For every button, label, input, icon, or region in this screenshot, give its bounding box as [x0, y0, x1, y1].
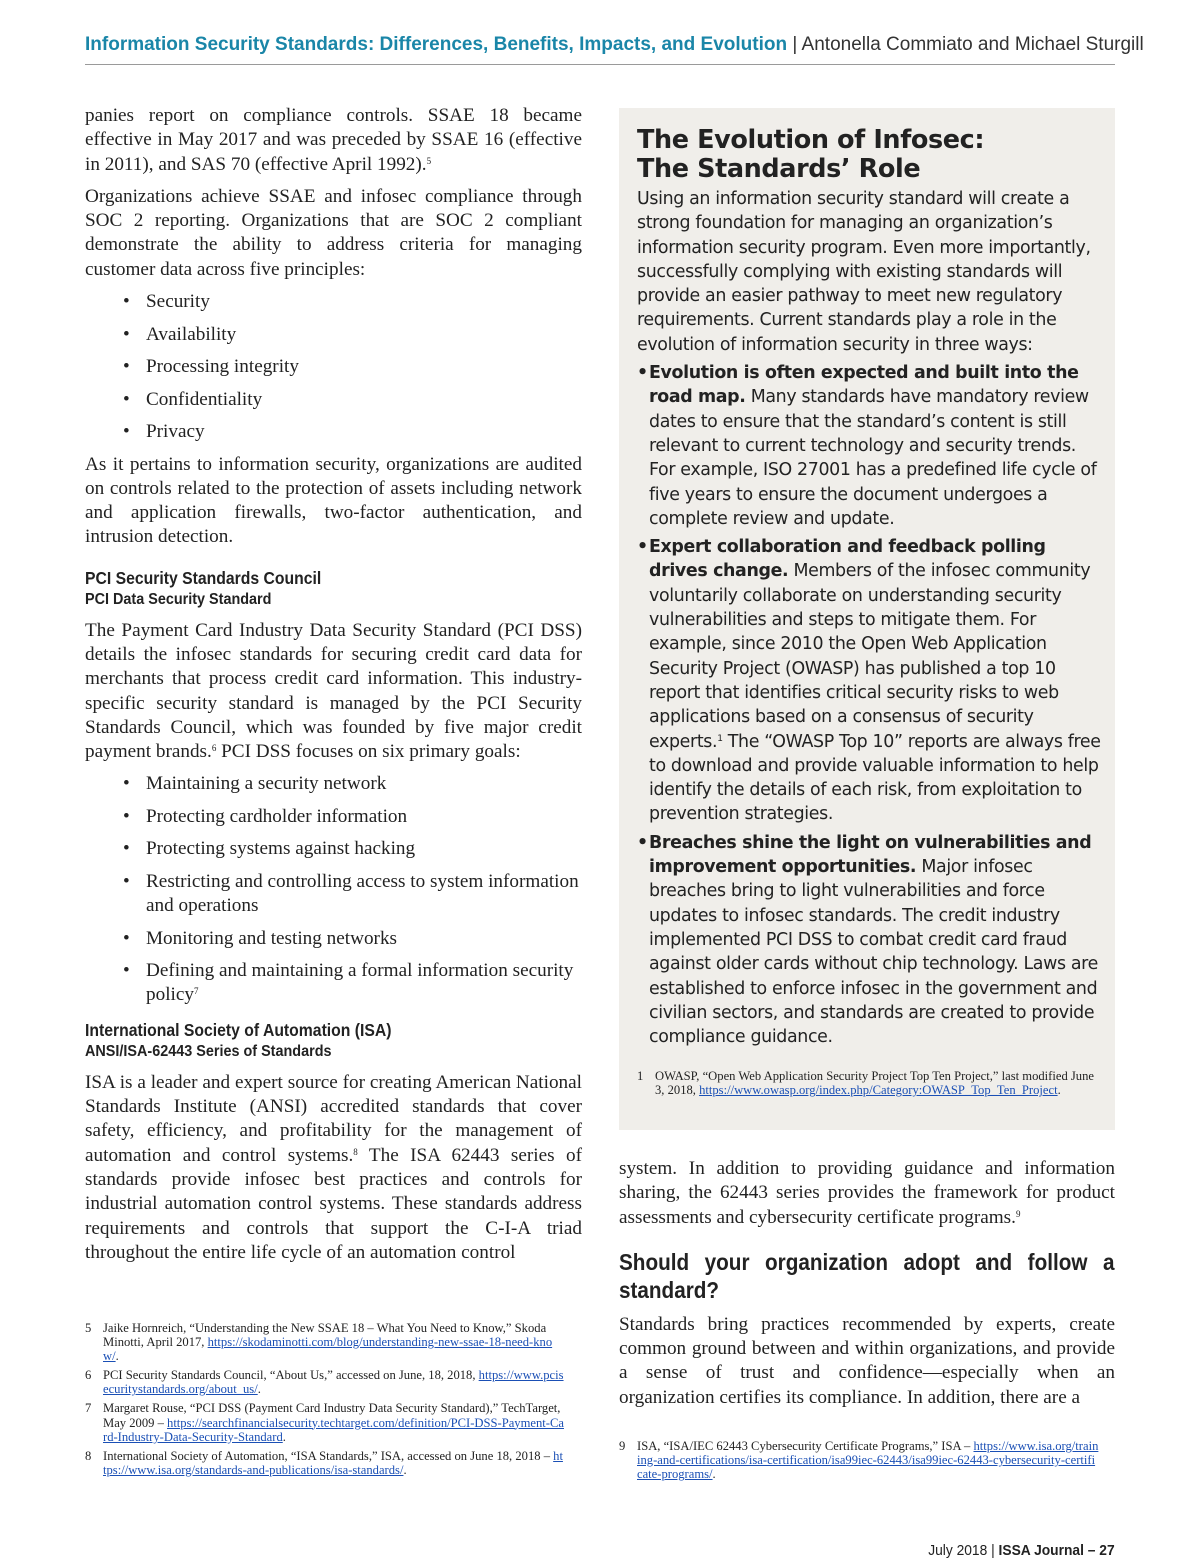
list-item: • Protecting cardholder information — [123, 805, 582, 829]
list-item: • Availability — [123, 323, 582, 347]
left-column — [85, 104, 582, 1273]
paragraph: As it pertains to information security, organizations are audited on controls related to the protection of assets including network and application firewalls, two-factor authentication, and intrusion detection. — [85, 453, 582, 548]
footnote: 9 ISA, “ISA/IEC 62443 Cybersecurity Certificate Programs,” ISA – https://www.isa.org/training-and-certifications/isa-certification/isa99iec-62443/isa99iec-62443-cybersecurity-certificate-programs/. — [619, 1439, 1099, 1482]
header-title: Information Security Standards: Differences, Benefits, Impacts, and Evolution — [85, 34, 788, 55]
paragraph: ISA is a leader and expert source for creating American National Standards Institute (ANSI) accredited standards that cover safety, efficiency, and profitability for the management of automation and control systems.$^8$ The ISA 62443 series of standards provide infosec best practices and controls for industrial automation control systems. These standards address requirements and controls that support the C-I-A triad throughout the entire life cycle of an automation control — [85, 1071, 582, 1263]
footnote-ref: 6 — [211, 743, 217, 754]
right-column — [619, 1157, 1115, 1410]
list-item: • Monitoring and testing networks — [123, 927, 582, 951]
principles-list — [85, 290, 582, 444]
footnote-ref: 5 — [426, 155, 432, 166]
running-header — [85, 34, 1144, 65]
footnote: 5 Jaike Hornreich, “Understanding the New SSAE 18 – What You Need to Know,” Skoda Minotti, April 2017, https://skodaminotti.com/blog/understanding-new-ssae-18-need-know/. — [85, 1321, 553, 1364]
box-list — [637, 361, 1101, 1049]
footnote: 8 International Society of Automation, “ISA Standards,” ISA, accessed on June 18, 2018 – https://www.isa.org/standards-and-publications/isa-standards/. — [85, 1448, 563, 1477]
footnote-link[interactable]: https://searchfinancialsecurity.techtarget.com/definition/PCI-DSS-Payment-Card-Industry-Data-Security-Standard — [103, 1415, 564, 1444]
footnotes-right — [619, 1439, 1099, 1481]
paragraph: The Payment Card Industry Data Security Standard (PCI DSS) details the infosec standards for securing credit card data for merchants that process credit card information. This industry-specific security standard is managed by the PCI Security Standards Council, which was founded by five major credit payment brands.$^6$ PCI DSS focuses on six primary goals: — [85, 619, 582, 763]
footer-journal: ISSA Journal – 27 — [998, 1542, 1115, 1559]
section-subheading: ANSI/ISA-62443 Series of Standards — [85, 1042, 332, 1060]
list-item: • Security — [123, 290, 582, 314]
footnote-link[interactable]: https://www.owasp.org/index.php/Category:OWASP_Top_Ten_Project — [699, 1083, 1058, 1098]
footnote: 6 PCI Security Standards Council, “About Us,” accessed on June, 18, 2018, https://www.pcisecuritystandards.org/about_us/. — [85, 1368, 564, 1397]
list-item: • Evolution is often expected and built into the road map. Many standards have mandatory review dates to ensure that the standard’s content is still relevant to current technology and security trends. For example, ISO 27001 has a predefined life cycle of five years to ensure the document undergoes a complete review and update. — [637, 361, 1101, 531]
section-heading: International Society of Automation (ISA) — [85, 1019, 392, 1040]
list-item: • Confidentiality — [123, 388, 582, 412]
footnote-ref: 8 — [353, 1146, 358, 1157]
paragraph: Organizations achieve SSAE and infosec compliance through SOC 2 reporting. Organizations that are SOC 2 compliant demonstrate the ability to address criteria for managing customer data across five principles: — [85, 185, 582, 280]
paragraph: panies report on compliance controls. SSAE 18 became effective in May 2017 and was preceded by SSAE 16 (effective in 2011), and SAS 70 (effective April 1992).$^5$ — [85, 105, 582, 175]
footer-separator: | — [987, 1542, 999, 1559]
header-separator: | — [787, 34, 802, 55]
box-intro: Using an information security standard will create a strong foundation for managing an organization’s information security program. Even more importantly, successfully complying with existing standards will provide an easier pathway to meet new regulatory requirements. Current standards play a role in the evolution of information security in three ways: — [637, 189, 1091, 355]
box-title: The Evolution of Infosec: The Standards’ Role — [637, 125, 985, 184]
footnote-link[interactable]: https://www.isa.org/standards-and-publications/isa-standards/ — [103, 1448, 563, 1477]
list-item: • Restricting and controlling access to system information and operations — [123, 870, 582, 919]
paragraph: Standards bring practices recommended by experts, create common ground between and within organizations, and provide a sense of trust and confidence—especially when an organization certifies its compliance. In addition, there are a — [619, 1313, 1115, 1408]
sidebar-box — [619, 108, 1115, 1130]
footnote: 7 Margaret Rouse, “PCI DSS (Payment Card Industry Data Security Standard),” TechTarget, May 2009 – https://searchfinancialsecurity.techtarget.com/definition/PCI-DSS-Payment-Card-Industry-Data-Security-Standard. — [85, 1401, 564, 1444]
list-item: • Expert collaboration and feedback polling drives change. Members of the infosec community voluntarily collaborate on understanding security vulnerabilities and steps to mitigate them. For example, since 2010 the Open Web Application Security Project (OWASP) has published a top 10 report that identifies critical security risks to web applications based on a consensus of security experts.$^1$ The “OWASP Top 10” reports are always free to download and provide valuable information to help identify the details of each risk, from exploitation to prevention strategies. — [637, 535, 1101, 827]
list-item: • Protecting systems against hacking — [123, 837, 582, 861]
footnotes — [85, 1321, 565, 1482]
footnote-link[interactable]: https://www.isa.org/training-and-certifications/isa-certification/isa99iec-62443/isa99iec-62443-cybersecurity-certificate-programs/ — [637, 1439, 1099, 1482]
header-authors: Antonella Commiato and Michael Sturgill — [801, 34, 1144, 55]
paragraph: system. In addition to providing guidance and information sharing, the 62443 series provides the framework for product assessments and cybersecurity certificate programs.$^9$ — [619, 1158, 1115, 1228]
page-footer — [929, 1542, 1115, 1559]
footnote-link[interactable]: https://skodaminotti.com/blog/understanding-new-ssae-18-need-know/ — [103, 1335, 553, 1364]
footnote-link[interactable]: https://www.pcisecuritystandards.org/about_us/ — [103, 1368, 564, 1397]
section-heading: Should your organization adopt and follow a standard? — [619, 1248, 1115, 1304]
list-item: • Privacy — [123, 420, 582, 444]
section-heading: PCI Security Standards Council — [85, 567, 322, 588]
section-subheading: PCI Data Security Standard — [85, 590, 272, 608]
list-item: • Breaches shine the light on vulnerabilities and improvement opportunities. Major infosec breaches bring to light vulnerabilities and force updates to infosec standards. The credit industry implemented PCI DSS to combat credit card fraud against older cards without chip technology. Laws are established to enforce infosec in the government and civilian sectors, and standards are created to provide compliance guidance. — [637, 831, 1101, 1050]
list-item: • Maintaining a security network — [123, 772, 582, 796]
footnote-ref: 1 — [717, 733, 723, 744]
box-footnote: 1 OWASP, “Open Web Application Security Project Top Ten Project,” last modified June 3, 2018, https://www.owasp.org/index.php/Category:OWASP_Top_Ten_Project. — [637, 1069, 1094, 1098]
footnote-ref: 7 — [193, 986, 199, 997]
footer-date: July 2018 — [928, 1542, 988, 1559]
footnote-ref: 9 — [1015, 1208, 1021, 1219]
list-item: • Processing integrity — [123, 355, 582, 379]
list-item: • Defining and maintaining a formal information security policy$^7$ — [123, 959, 582, 1008]
goals-list — [85, 772, 582, 1007]
